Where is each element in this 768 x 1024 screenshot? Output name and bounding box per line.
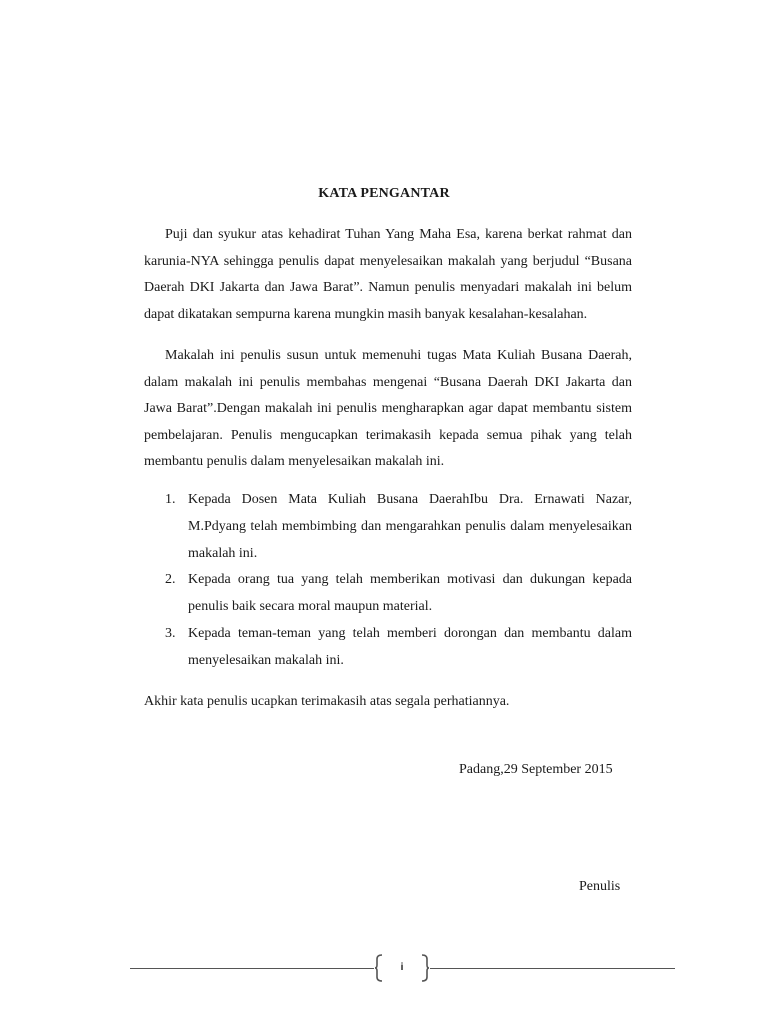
paragraph-1-block (144, 222, 632, 328)
paragraph-1: Puji dan syukur atas kehadirat Tuhan Yang Maha Esa, karena berkat rahmat dan karunia-NYA sehingga penulis dapat menyelesaikan makalah yang berjudul “Busana Daerah DKI Jakarta dan Jawa Barat”. Namun penulis menyadari makalah ini belum dapat dikatakan sempurna karena mungkin masih banyak kesalahan-kesalahan. (144, 227, 632, 322)
paragraph-2: Makalah ini penulis susun untuk memenuhi tugas Mata Kuliah Busana Daerah, dalam makalah ini penulis membahas mengenai “Busana Daerah DKI Jakarta dan Jawa Barat”.Dengan makalah ini penulis mengharapkan agar dapat membantu sistem pembelajaran. Penulis mengucapkan terimakasih kepada semua pihak yang telah membantu penulis dalam menyelesaikan makalah ini. (144, 348, 632, 469)
closing-sentence: Akhir kata penulis ucapkan terimakasih atas segala perhatiannya. (144, 694, 510, 709)
footer-divider-right (430, 968, 675, 969)
page-number: i (400, 962, 404, 973)
signer-name: Penulis (579, 879, 621, 894)
list-item-number: 2. (165, 572, 176, 588)
list-item-text: Kepada Dosen Mata Kuliah Busana DaerahIbu Dra. Ernawati Nazar, M.Pdyang telah membimbing dan mengarahkan penulis dalam menyelesaikan makalah ini. (188, 492, 632, 561)
footer-divider-left (130, 968, 374, 969)
left-bracket-icon (374, 954, 384, 982)
right-bracket-icon (420, 954, 430, 982)
list-item-text: Kepada orang tua yang telah memberikan motivasi dan dukungan kepada penulis baik secara moral maupun material. (188, 572, 632, 615)
list-item (144, 621, 632, 675)
place-date: Padang,29 September 2015 (459, 762, 613, 777)
list-item (144, 567, 632, 621)
list-item-number: 1. (165, 492, 176, 507)
list-item-text: Kepada teman-teman yang telah memberi dorongan dan membantu dalam menyelesaikan makalah ini. (188, 625, 632, 668)
list-item-number: 3. (165, 625, 176, 641)
paragraph-2-block (144, 343, 632, 476)
acknowledgement-list (144, 487, 632, 675)
page-title: KATA PENGANTAR (318, 186, 450, 201)
list-item (144, 487, 632, 567)
